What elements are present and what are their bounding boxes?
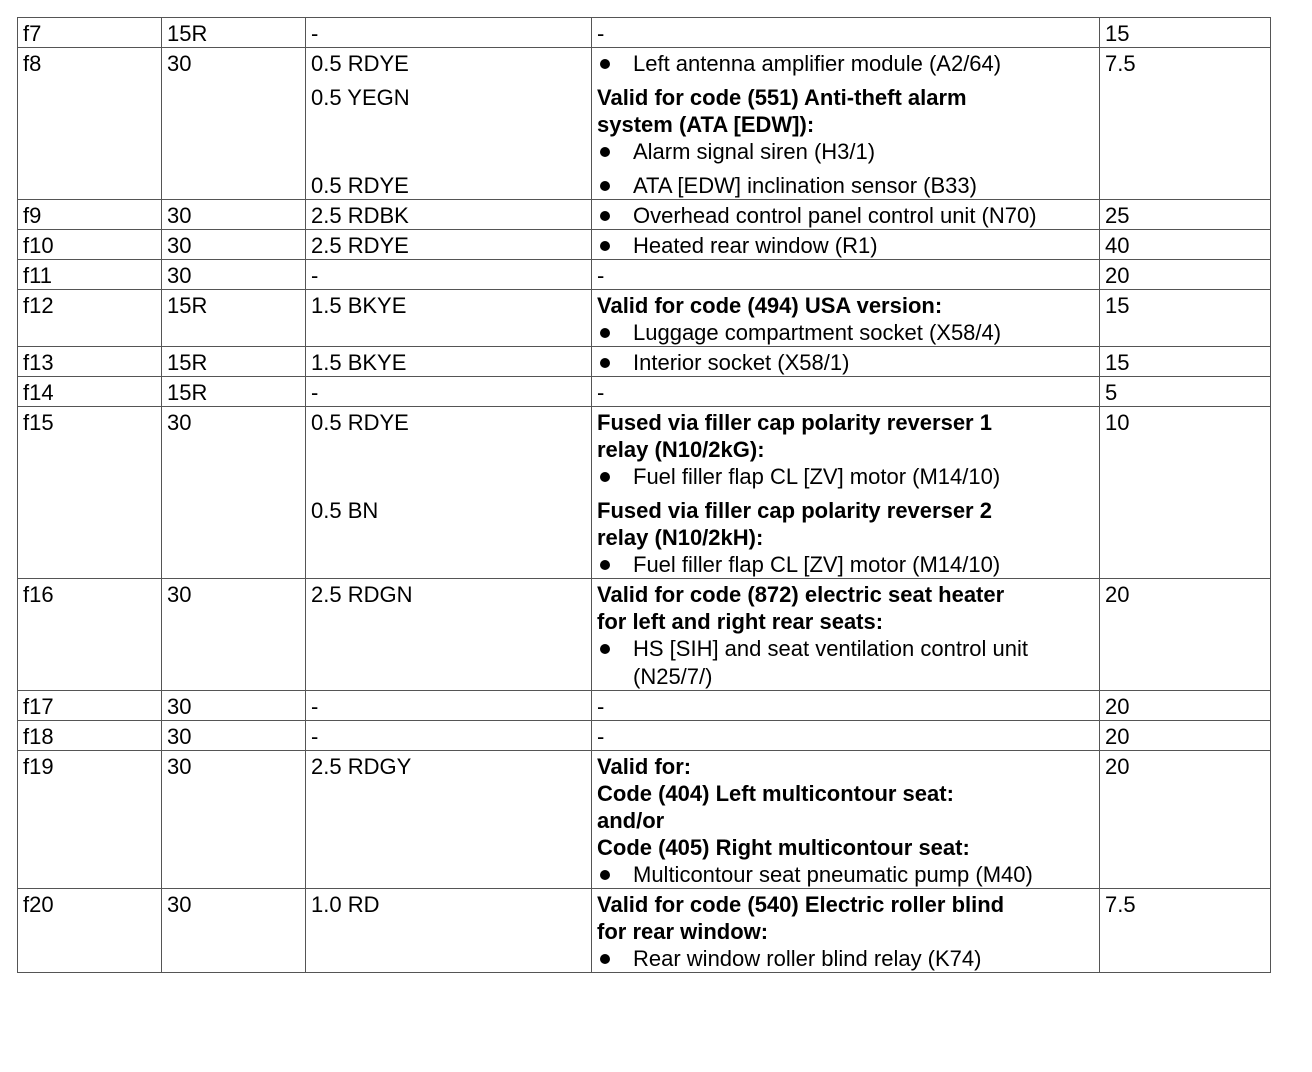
wire-cell: -: [306, 18, 592, 48]
bullet-item: Rear window roller blind relay (K74): [597, 945, 1094, 972]
amps-cell: 7.5: [1100, 889, 1271, 973]
amps-cell: 5: [1100, 377, 1271, 407]
terminal-cell: 30: [162, 579, 306, 691]
fuse-cell: f17: [18, 691, 162, 721]
consumer-cell: Valid for code (494) USA version: Luggage compartment socket (X58/4): [592, 290, 1100, 347]
bullet-item: ATA [EDW] inclination sensor (B33): [597, 172, 1094, 199]
amps-cell: 10: [1100, 407, 1271, 579]
table-row: [18, 18, 1271, 48]
table-row: [18, 260, 1271, 290]
bullet-item: Heated rear window (R1): [597, 232, 1094, 259]
consumer-cell: [592, 347, 1100, 377]
amps-cell: 20: [1100, 691, 1271, 721]
consumer-cell: -: [592, 691, 1100, 721]
table-row: [18, 48, 1271, 200]
amps-cell: 20: [1100, 721, 1271, 751]
wire-cell: -: [306, 721, 592, 751]
bullet-item: Luggage compartment socket (X58/4): [597, 319, 1094, 346]
bullet-item: Fuel filler flap CL [ZV] motor (M14/10): [597, 463, 1094, 490]
wire-cell: 2.5 RDGY: [306, 751, 592, 889]
table-row: [18, 751, 1271, 889]
fuse-cell: f9: [18, 200, 162, 230]
terminal-cell: 30: [162, 200, 306, 230]
amps-cell: 20: [1100, 260, 1271, 290]
consumer-cell: [592, 230, 1100, 260]
terminal-cell: 15R: [162, 290, 306, 347]
amps-cell: 15: [1100, 18, 1271, 48]
consumer-cell: Left antenna amplifier module (A2/64) Valid for code (551) Anti-theft alarm system (ATA [EDW]): Alarm signal siren (H3/1) ATA [EDW] inclination sensor (B33): [592, 48, 1100, 200]
consumer-cell: [592, 200, 1100, 230]
consumer-cell: Valid for code (540) Electric roller blind for rear window: Rear window roller blind relay (K74): [592, 889, 1100, 973]
table-row: [18, 377, 1271, 407]
bullet-item: Left antenna amplifier module (A2/64): [597, 50, 1094, 77]
fuse-cell: f15: [18, 407, 162, 579]
fuse-cell: f11: [18, 260, 162, 290]
amps-cell: 15: [1100, 290, 1271, 347]
consumer-cell: -: [592, 721, 1100, 751]
wire-cell: -: [306, 377, 592, 407]
consumer-cell: Valid for code (872) electric seat heater for left and right rear seats: HS [SIH] and seat ventilation control unit (N25/7/): [592, 579, 1100, 691]
fuse-cell: f18: [18, 721, 162, 751]
table-row: [18, 290, 1271, 347]
terminal-cell: 30: [162, 48, 306, 200]
terminal-cell: 15R: [162, 347, 306, 377]
terminal-cell: 30: [162, 230, 306, 260]
amps-cell: 20: [1100, 751, 1271, 889]
table-row: [18, 721, 1271, 751]
table-row: [18, 200, 1271, 230]
fuse-cell: f10: [18, 230, 162, 260]
consumer-cell: -: [592, 260, 1100, 290]
amps-cell: 40: [1100, 230, 1271, 260]
table-row: [18, 691, 1271, 721]
terminal-cell: 30: [162, 721, 306, 751]
wire-cell: 1.0 RD: [306, 889, 592, 973]
terminal-cell: 30: [162, 407, 306, 579]
bullet-item: Fuel filler flap CL [ZV] motor (M14/10): [597, 551, 1094, 578]
bullet-item: Multicontour seat pneumatic pump (M40): [597, 861, 1094, 888]
terminal-cell: 30: [162, 260, 306, 290]
terminal-cell: 15R: [162, 18, 306, 48]
table-row: [18, 230, 1271, 260]
fuse-cell: f14: [18, 377, 162, 407]
bullet-item: Overhead control panel control unit (N70): [597, 202, 1094, 229]
terminal-cell: 30: [162, 751, 306, 889]
wire-cell: -: [306, 691, 592, 721]
table-row: [18, 889, 1271, 973]
terminal-cell: 30: [162, 691, 306, 721]
wire-cell: 0.5 RDYE 0.5 BN: [306, 407, 592, 579]
terminal-cell: 30: [162, 889, 306, 973]
fuse-cell: f20: [18, 889, 162, 973]
amps-cell: 20: [1100, 579, 1271, 691]
consumer-cell: Valid for: Code (404) Left multicontour seat: and/or Code (405) Right multicontour seat: Multicontour seat pneumatic pump (M40): [592, 751, 1100, 889]
wire-cell: 1.5 BKYE: [306, 290, 592, 347]
bullet-item: Interior socket (X58/1): [597, 349, 1094, 376]
fuse-cell: f16: [18, 579, 162, 691]
amps-cell: 15: [1100, 347, 1271, 377]
consumer-cell: -: [592, 377, 1100, 407]
wire-cell: 0.5 RDYE 0.5 YEGN 0.5 RDYE: [306, 48, 592, 200]
fuse-cell: f19: [18, 751, 162, 889]
wire-cell: 2.5 RDYE: [306, 230, 592, 260]
fuse-cell: f13: [18, 347, 162, 377]
fuse-cell: f12: [18, 290, 162, 347]
consumer-cell: -: [592, 18, 1100, 48]
fuse-table: [17, 17, 1271, 973]
fuse-cell: f7: [18, 18, 162, 48]
amps-cell: 25: [1100, 200, 1271, 230]
terminal-cell: 15R: [162, 377, 306, 407]
amps-cell: 7.5: [1100, 48, 1271, 200]
consumer-cell: Fused via filler cap polarity reverser 1 relay (N10/2kG): Fuel filler flap CL [ZV] motor (M14/10) Fused via filler cap polarity reverser 2 relay (N10/2kH): Fuel filler flap CL [ZV] motor (M14/10): [592, 407, 1100, 579]
bullet-item: Alarm signal siren (H3/1): [597, 138, 1094, 165]
table-row: [18, 347, 1271, 377]
table-row: [18, 407, 1271, 579]
wire-cell: 2.5 RDGN: [306, 579, 592, 691]
bullet-item: HS [SIH] and seat ventilation control unit: [597, 635, 1094, 662]
fuse-cell: f8: [18, 48, 162, 200]
wire-cell: 2.5 RDBK: [306, 200, 592, 230]
wire-cell: -: [306, 260, 592, 290]
wire-cell: 1.5 BKYE: [306, 347, 592, 377]
table-row: [18, 579, 1271, 691]
